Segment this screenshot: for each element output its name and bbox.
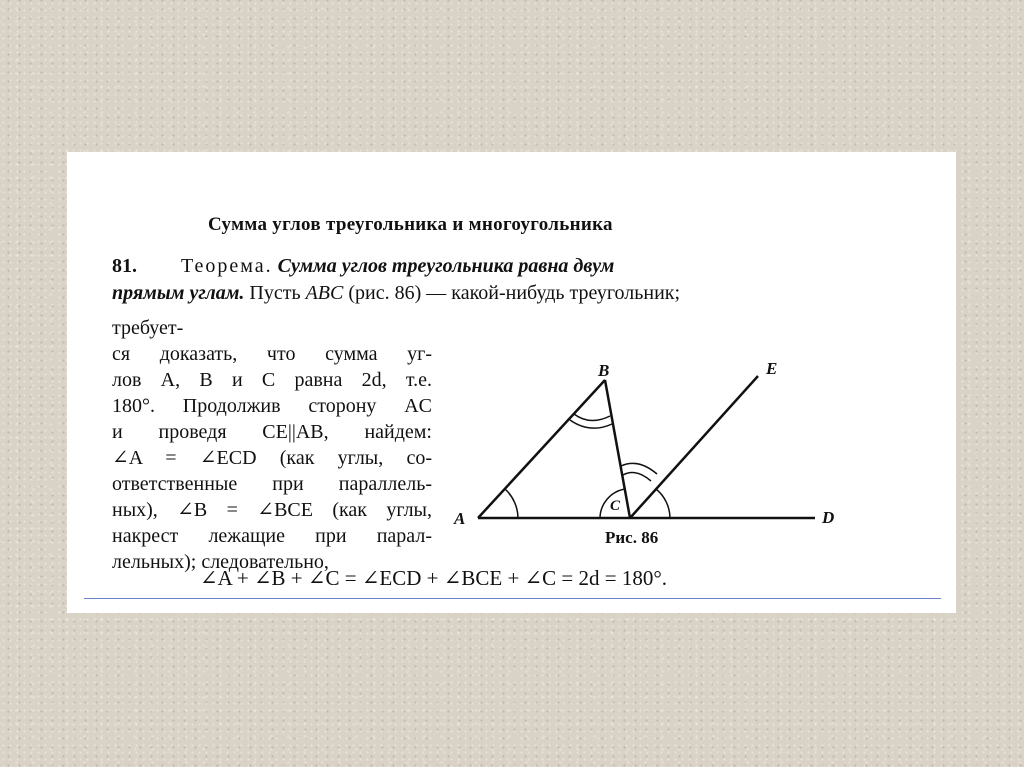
theorem-line-2	[112, 282, 680, 305]
proof-line: и проведя CE||AB, найдем:	[112, 421, 432, 443]
proof-line: ных), ∠B = ∠BCE (как углы,	[112, 499, 432, 521]
angle-B-arc-1	[574, 414, 610, 421]
figure-caption: Рис. 86	[605, 528, 659, 547]
angle-BCE-arc-2	[621, 463, 657, 474]
angle-ECD-arc	[656, 489, 670, 518]
label-B: B	[598, 361, 610, 380]
angle-sum-formula: ∠A + ∠B + ∠C = ∠ECD + ∠BCE + ∠C = 2d = 180°.	[200, 566, 667, 590]
proof-line: 180°. Продолжив сторону AC	[112, 395, 432, 417]
theorem-statement-part-2: прямым углам.	[112, 282, 245, 304]
triangle-name: ABC	[305, 282, 344, 304]
label-E: E	[766, 359, 778, 378]
label-A: A	[454, 509, 466, 528]
section-title: Сумма углов треугольника и многоугольника	[208, 214, 613, 235]
text-pust: Пусть	[244, 282, 306, 304]
proof-line: ∠A = ∠ECD (как углы, со-	[112, 447, 432, 469]
side-AB	[478, 380, 605, 518]
proof-line: требует-	[112, 317, 184, 339]
theorem-statement-part-1: Сумма углов треугольника равна двум	[277, 255, 615, 277]
ray-CE	[630, 376, 758, 518]
theorem-line-1	[112, 255, 614, 278]
proof-column	[112, 315, 432, 575]
label-C: C	[610, 498, 621, 514]
angle-BCE-arc-1	[623, 473, 651, 481]
angle-A-arc	[505, 489, 518, 518]
label-D: D	[822, 508, 835, 527]
proof-line: накрест лежащие при парал-	[112, 525, 432, 547]
proof-line: ответственные при параллель-	[112, 473, 432, 495]
proof-line: лов A, B и C равна 2d, т.е.	[112, 369, 432, 391]
proof-line: ся доказать, что сумма уг-	[112, 343, 432, 365]
bottom-rule	[84, 598, 941, 599]
theorem-label: Теорема.	[181, 255, 273, 277]
proof-line: лельных); следовательно,	[112, 551, 329, 573]
paragraph-number: 81.	[112, 255, 137, 277]
text-rest: (рис. 86) — какой-нибудь треугольник;	[343, 282, 681, 304]
